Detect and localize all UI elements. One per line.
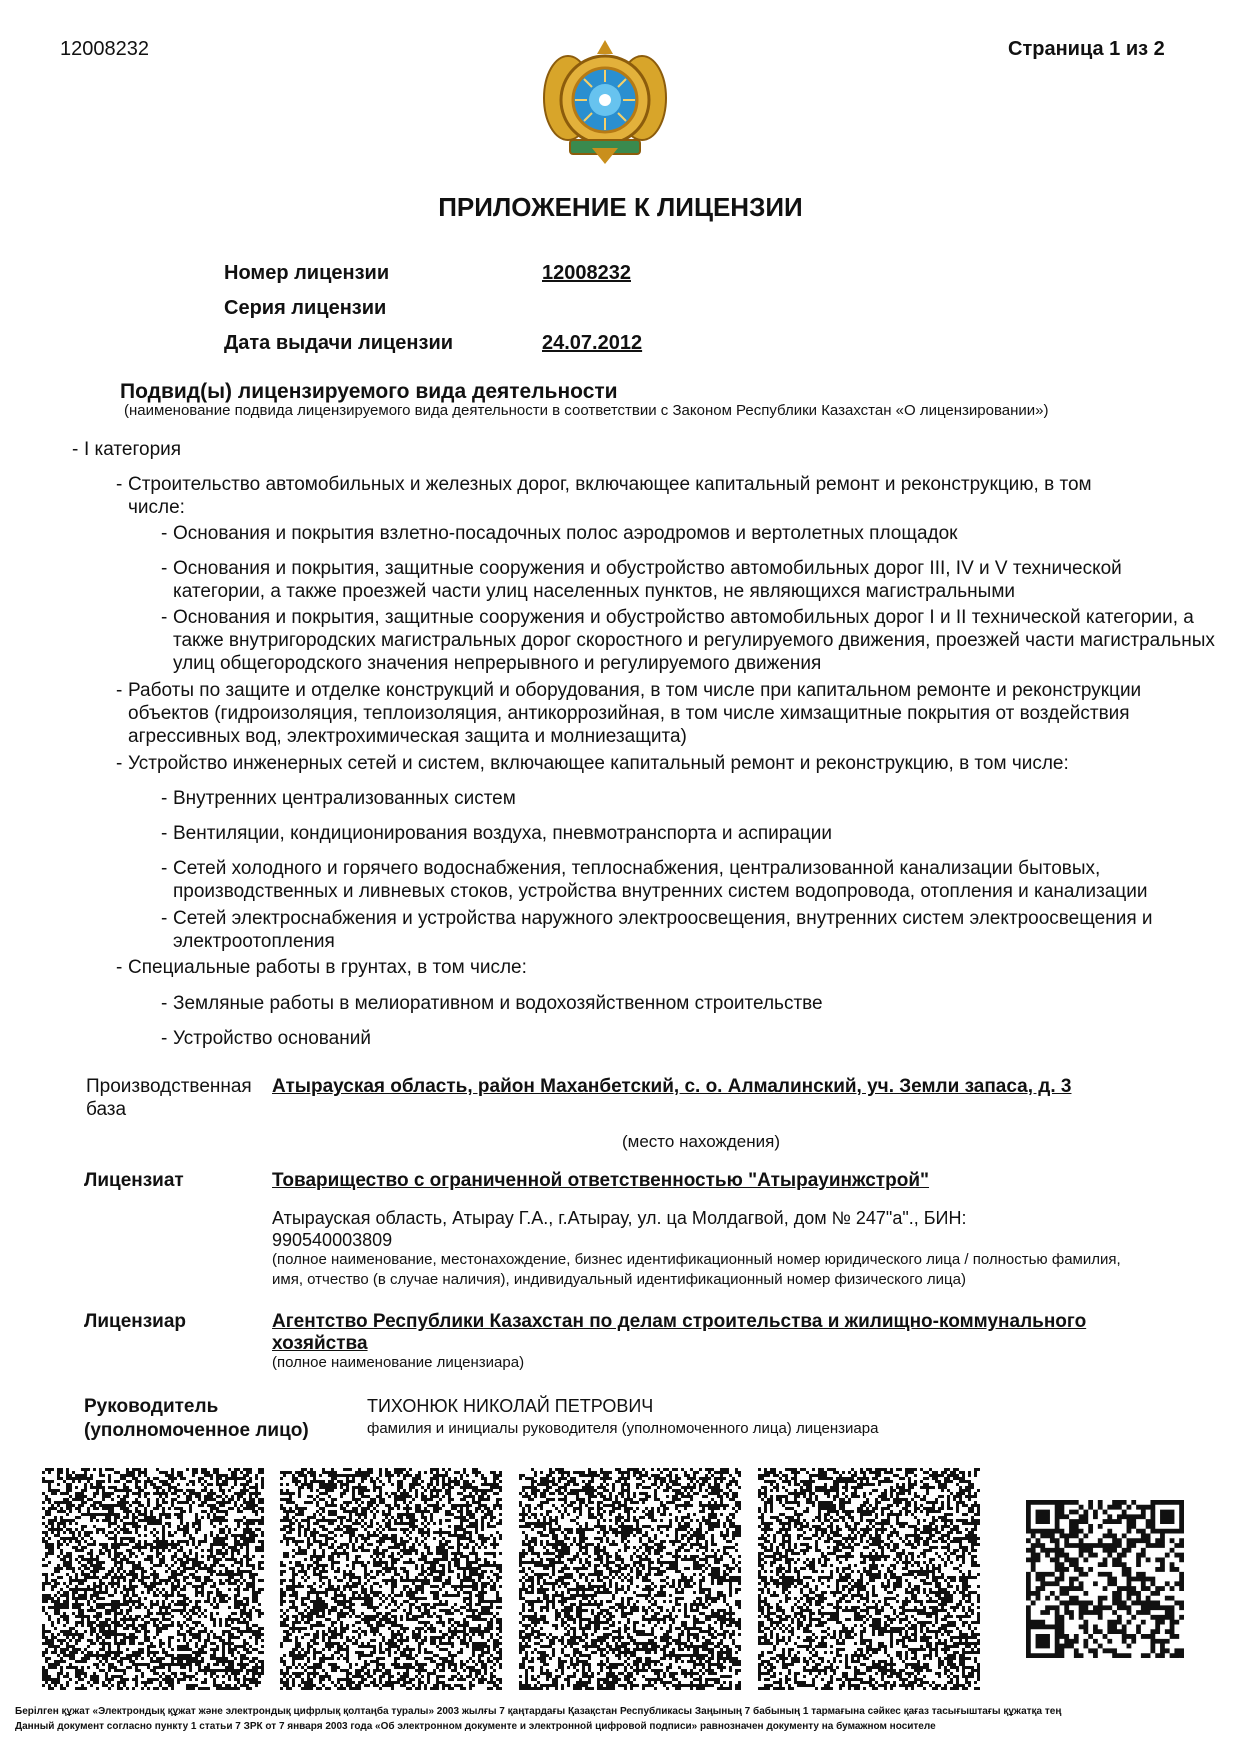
category-item: - I категория [72,439,182,460]
list-item: - Земляные работы в мелиоративном и водохозяйственном строительстве [161,993,823,1014]
list-item-text: Основания и покрытия взлетно-посадочных полос аэродромов и вертолетных площадок [173,523,958,544]
list-item: - Сетей холодного и горячего водоснабжения, теплоснабжения, централизованной канализации бытовых, производственных и ливневых стоков, устройства внутренних систем водопровода, отопления и канализации [161,858,1148,902]
section-title: Подвид(ы) лицензируемого вида деятельности [120,380,618,403]
license-date-label: Дата выдачи лицензии [224,332,454,354]
list-item: - Устройство оснований [161,1028,371,1049]
signature-barcode-3 [519,1468,741,1690]
footer-line-kz: Берілген құжат «Электрондық құжат және электрондық цифрлық қолтаңба туралы» 2003 жылғы 7 қаңтардағы Қазақстан Республикасы Заңының 7 бабының 1 тармағына сәйкес қағаз тасығыштағы құжатқа тең [15,1706,1062,1717]
page-title: ПРИЛОЖЕНИЕ К ЛИЦЕНЗИИ [438,192,803,222]
head-caption: фамилия и инициалы руководителя (уполномоченного лица) лицензиара [367,1420,879,1437]
production-base-address: Атырауская область, район Маханбетский, с. о. Алмалинский, уч. Земли запаса, д. 3 [272,1076,1072,1097]
list-item-text: Земляные работы в мелиоративном и водохозяйственном строительстве [173,993,823,1014]
license-series-label: Серия лицензии [224,297,387,319]
license-number-value: 12008232 [542,262,631,284]
list-item-text: Сетей холодного и горячего водоснабжения, теплоснабжения, централизованной канализации бытовых, производственных и ливневых стоков, устройства внутренних систем водопровода, отопления и канализации [173,858,1148,902]
head-label: Руководитель (уполномоченное лицо) [84,1396,309,1441]
list-item-text: Сетей электроснабжения и устройства наружного электроосвещения, внутренних систем электроосвещения и электроотопления [173,908,1153,952]
licensee-label: Лицензиат [84,1170,184,1191]
licensor-caption: (полное наименование лицензиара) [272,1354,525,1371]
list-item: - Строительство автомобильных и железных дорог, включающее капитальный ремонт и реконструкцию, в том числе: [116,474,1092,518]
state-emblem-icon [540,36,670,166]
list-item-text: Внутренних централизованных систем [173,788,516,809]
production-base-label: Производственная база [86,1076,252,1120]
list-item: - Внутренних централизованных систем [161,788,516,809]
list-item-text: Устройство оснований [173,1028,371,1049]
section-subtitle: (наименование подвида лицензируемого вида деятельности в соответствии с Законом Республики Казахстан «О лицензировании») [124,402,1049,419]
licensor-label: Лицензиар [84,1311,187,1332]
list-item-text: Основания и покрытия, защитные сооружения и обустройство автомобильных дорог III, IV и V технической категории, а также проезжей части улиц населенных пунктов, не являющихся магистральными [173,558,1122,602]
qr-code-icon [1026,1500,1184,1658]
list-item: - Основания и покрытия взлетно-посадочных полос аэродромов и вертолетных площадок [161,523,958,544]
category-label: I категория [84,439,182,460]
head-name: ТИХОНЮК НИКОЛАЙ ПЕТРОВИЧ [367,1396,654,1416]
list-item-text: Строительство автомобильных и железных дорог, включающее капитальный ремонт и реконструкцию, в том числе: [128,474,1092,518]
production-base-value [272,1075,1152,1098]
document-number: 12008232 [60,38,149,60]
licensor-name-text: Агентство Республики Казахстан по делам строительства и жилищно-коммунального хозяйства [272,1311,1087,1354]
list-item-text: Устройство инженерных сетей и систем, включающее капитальный ремонт и реконструкцию, в том числе: [128,753,1069,774]
list-item-text: Вентиляции, кондиционирования воздуха, пневмотранспорта и аспирации [173,823,833,844]
signature-barcode-1 [42,1468,264,1690]
licensor-name [272,1311,1142,1355]
page-indicator: Страница 1 из 2 [1008,38,1165,60]
list-item-text: Основания и покрытия, защитные сооружения и обустройство автомобильных дорог I и II технической категории, а также внутригородских магистральных дорог скоростного и регулируемого движения, проезжей части магистральных улиц общегородского значения непрерывного и регулируемого движения [173,607,1215,674]
signature-barcode-4 [758,1468,980,1690]
list-item: - Сетей электроснабжения и устройства наружного электроосвещения, внутренних систем электроосвещения и электроотопления [161,908,1153,952]
list-item: - Основания и покрытия, защитные сооружения и обустройство автомобильных дорог III, IV и V технической категории, а также проезжей части улиц населенных пунктов, не являющихся магистральными [161,558,1122,602]
list-item: - Специальные работы в грунтах, в том числе: [116,957,527,978]
list-item: - Устройство инженерных сетей и систем, включающее капитальный ремонт и реконструкцию, в том числе: [116,753,1069,774]
list-item: - Основания и покрытия, защитные сооружения и обустройство автомобильных дорог I и II технической категории, а также внутригородских магистральных дорог скоростного и регулируемого движения, проезжей части магистральных улиц общегородского значения непрерывного и регулируемого движения [161,607,1215,674]
list-item-text: Специальные работы в грунтах, в том числе: [128,957,527,978]
licensee-address: Атырауская область, Атырау Г.А., г.Атырау, ул. ца Молдагвой, дом № 247"а"., БИН: 990540003809 [272,1208,967,1250]
footer-line-ru: Данный документ согласно пункту 1 статьи 7 ЗРК от 7 января 2003 года «Об электронном документе и электронной цифровой подписи» равнозначен документу на бумажном носителе [15,1721,936,1732]
production-base-caption: (место нахождения) [622,1132,780,1151]
licensee-name [272,1170,929,1192]
licensee-name-text: Товарищество с ограниченной ответственностью "Атырауинжстрой" [272,1170,930,1191]
signature-barcode-2 [280,1468,502,1690]
license-date-value: 24.07.2012 [542,332,643,354]
list-item-text: Работы по защите и отделке конструкций и оборудования, в том числе при капитальном ремонте и реконструкции объектов (гидроизоляция, теплоизоляция, антикоррозийная, в том числе химзащитные покрытия от воздействия агрессивных вод, электрохимическая защита и молниезащита) [128,680,1142,747]
list-item: - Вентиляции, кондиционирования воздуха, пневмотранспорта и аспирации [161,823,833,844]
list-item: - Работы по защите и отделке конструкций и оборудования, в том числе при капитальном ремонте и реконструкции объектов (гидроизоляция, теплоизоляция, антикоррозийная, в том числе химзащитные покрытия от воздействия агрессивных вод, электрохимическая защита и молниезащита) [116,680,1142,747]
licensee-caption: (полное наименование, местонахождение, бизнес идентификационный номер юридического лица / полностью фамилия, имя, отчество (в случае наличия), индивидуальный идентификационный номер физического лица) [272,1251,1121,1288]
license-number-label: Номер лицензии [224,262,390,284]
